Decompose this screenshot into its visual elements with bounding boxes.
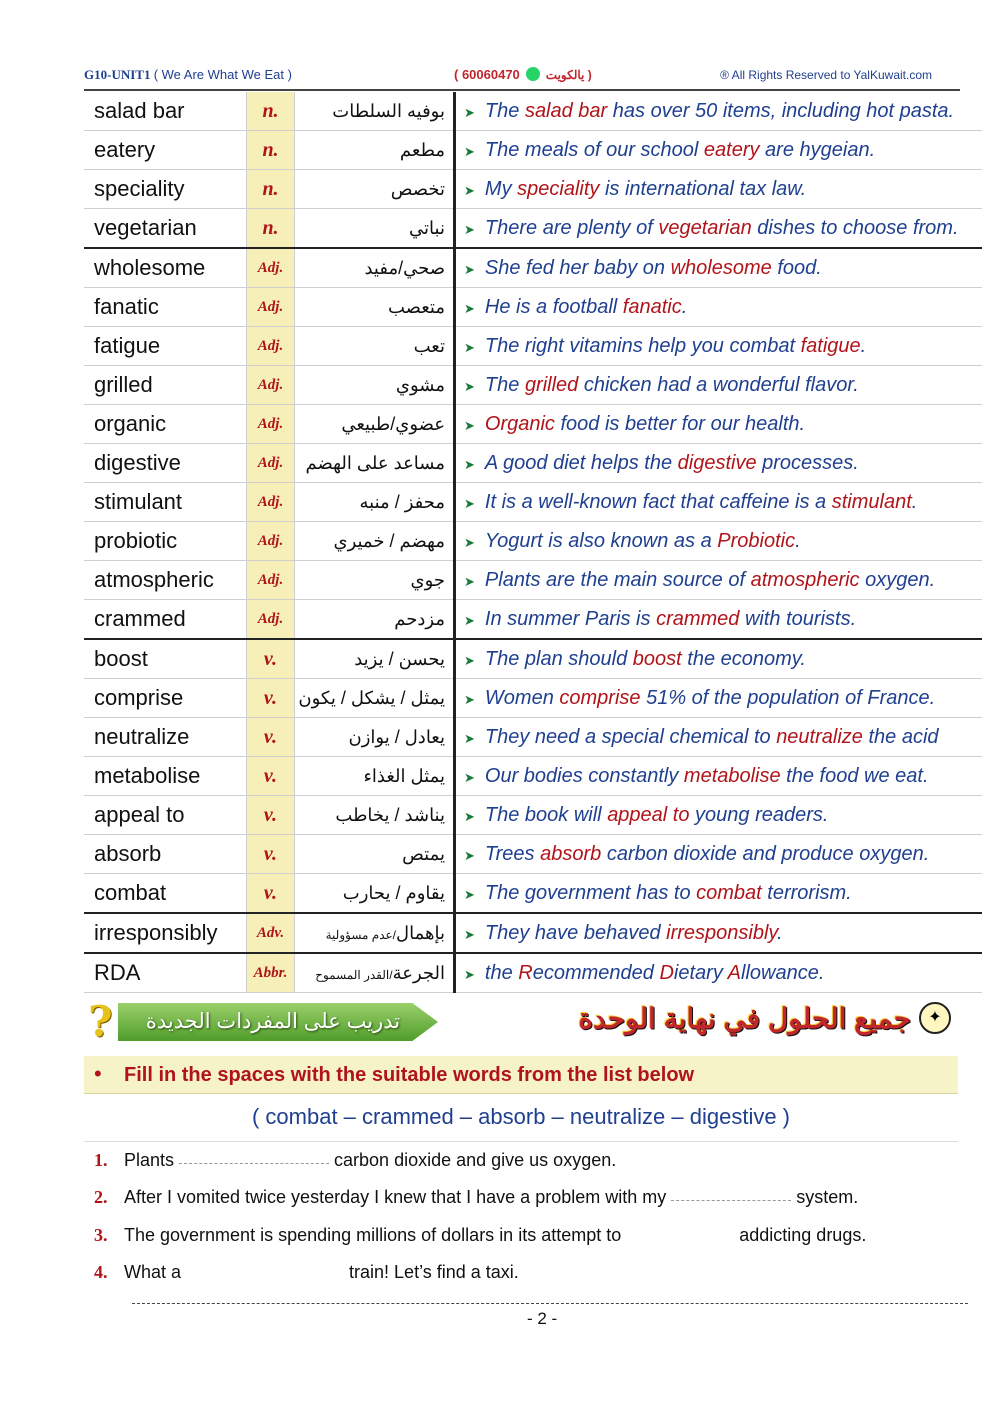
vocab-word: digestive bbox=[84, 444, 247, 483]
example-sentence: ➤ They need a special chemical to neutralize the acid bbox=[455, 718, 983, 757]
part-of-speech: v. bbox=[247, 639, 295, 679]
page-number: - 2 - bbox=[527, 1309, 558, 1328]
example-sentence: ➤ Trees absorb carbon dioxide and produce oxygen. bbox=[455, 835, 983, 874]
arabic-meaning: متعصب bbox=[295, 288, 455, 327]
arabic-meaning: يناشد / يخاطب bbox=[295, 796, 455, 835]
part-of-speech: Adj. bbox=[247, 444, 295, 483]
arabic-meaning: تعب bbox=[295, 327, 455, 366]
arrow-icon: ➤ bbox=[464, 534, 475, 550]
arrow-icon: ➤ bbox=[464, 104, 475, 120]
vocab-word: salad bar bbox=[84, 92, 247, 131]
vocab-word: combat bbox=[84, 874, 247, 914]
divider bbox=[84, 1141, 958, 1142]
arrow-icon: ➤ bbox=[464, 221, 475, 237]
answer-blank[interactable] bbox=[671, 1200, 791, 1201]
vocab-word: stimulant bbox=[84, 483, 247, 522]
vocab-word: atmospheric bbox=[84, 561, 247, 600]
part-of-speech: Abbr. bbox=[247, 953, 295, 993]
part-of-speech: v. bbox=[247, 757, 295, 796]
example-sentence: ➤ The grilled chicken had a wonderful flavor. bbox=[455, 366, 983, 405]
example-sentence: ➤ A good diet helps the digestive processes. bbox=[455, 444, 983, 483]
arrow-icon: ➤ bbox=[464, 143, 475, 159]
vocab-row bbox=[84, 718, 982, 757]
arrow-icon: ➤ bbox=[464, 691, 475, 707]
vocab-row bbox=[84, 757, 982, 796]
part-of-speech: Adv. bbox=[247, 913, 295, 953]
example-sentence: ➤ The meals of our school eatery are hygeian. bbox=[455, 131, 983, 170]
vocab-word: comprise bbox=[84, 679, 247, 718]
part-of-speech: v. bbox=[247, 679, 295, 718]
vocab-word: probiotic bbox=[84, 522, 247, 561]
arrow-icon: ➤ bbox=[464, 417, 475, 433]
lightbulb-icon: ✦ bbox=[919, 1002, 951, 1034]
arabic-meaning: بإهمال/عدم مسؤولية bbox=[295, 913, 455, 953]
arabic-meaning: عضوي/طبيعي bbox=[295, 405, 455, 444]
part-of-speech: v. bbox=[247, 718, 295, 757]
example-sentence: ➤ In summer Paris is crammed with tourists. bbox=[455, 600, 983, 640]
arabic-meaning: يمتص bbox=[295, 835, 455, 874]
part-of-speech: Adj. bbox=[247, 288, 295, 327]
example-sentence: ➤ They have behaved irresponsibly. bbox=[455, 913, 983, 953]
whatsapp-icon bbox=[526, 67, 540, 81]
arabic-meaning: مطعم bbox=[295, 131, 455, 170]
arabic-meaning: يقاوم / يحارب bbox=[295, 874, 455, 914]
vocab-word: grilled bbox=[84, 366, 247, 405]
question-2: 2. After I vomited twice yesterday I knew that I have a problem with my system. bbox=[94, 1187, 859, 1207]
example-sentence: ➤ There are plenty of vegetarian dishes to choose from. bbox=[455, 209, 983, 249]
part-of-speech: v. bbox=[247, 874, 295, 914]
bullet-icon: • bbox=[94, 1061, 102, 1086]
vocab-word: boost bbox=[84, 639, 247, 679]
example-sentence: ➤ The right vitamins help you combat fatigue. bbox=[455, 327, 983, 366]
question-mark-icon: ? bbox=[88, 997, 113, 1046]
vocab-row bbox=[84, 953, 982, 993]
vocab-row bbox=[84, 600, 982, 640]
practice-banner-text: تدريب على المفردات الجديدة bbox=[145, 1010, 401, 1033]
arabic-meaning: مشوي bbox=[295, 366, 455, 405]
example-sentence: ➤ The salad bar has over 50 items, including hot pasta. bbox=[455, 92, 983, 131]
arabic-meaning: مزدحم bbox=[295, 600, 455, 640]
example-sentence: ➤ Organic food is better for our health. bbox=[455, 405, 983, 444]
vocab-row bbox=[84, 679, 982, 718]
part-of-speech: Adj. bbox=[247, 483, 295, 522]
part-of-speech: Adj. bbox=[247, 327, 295, 366]
example-sentence: ➤ It is a well-known fact that caffeine is a stimulant. bbox=[455, 483, 983, 522]
part-of-speech: Adj. bbox=[247, 561, 295, 600]
arabic-meaning: يمثل الغذاء bbox=[295, 757, 455, 796]
arrow-icon: ➤ bbox=[464, 456, 475, 472]
vocab-word: appeal to bbox=[84, 796, 247, 835]
arabic-meaning: جوي bbox=[295, 561, 455, 600]
arabic-meaning: نباتي bbox=[295, 209, 455, 249]
part-of-speech: v. bbox=[247, 796, 295, 835]
arrow-icon: ➤ bbox=[464, 926, 475, 942]
arrow-icon: ➤ bbox=[464, 769, 475, 785]
example-sentence: ➤ He is a football fanatic. bbox=[455, 288, 983, 327]
arabic-meaning: مساعد على الهضم bbox=[295, 444, 455, 483]
vocab-word: crammed bbox=[84, 600, 247, 640]
vocab-word: vegetarian bbox=[84, 209, 247, 249]
example-sentence: ➤ She fed her baby on wholesome food. bbox=[455, 248, 983, 288]
vocab-word: organic bbox=[84, 405, 247, 444]
vocab-row bbox=[84, 444, 982, 483]
vocab-word: irresponsibly bbox=[84, 913, 247, 953]
page-header bbox=[84, 64, 960, 86]
arrow-icon: ➤ bbox=[464, 966, 475, 982]
arabic-meaning: يمثل / يشكل / يكون bbox=[295, 679, 455, 718]
vocab-word: wholesome bbox=[84, 248, 247, 288]
arrow-icon: ➤ bbox=[464, 378, 475, 394]
arrow-icon: ➤ bbox=[464, 652, 475, 668]
part-of-speech: Adj. bbox=[247, 600, 295, 640]
part-of-speech: Adj. bbox=[247, 366, 295, 405]
vocab-word: metabolise bbox=[84, 757, 247, 796]
vocab-row bbox=[84, 131, 982, 170]
part-of-speech: n. bbox=[247, 209, 295, 249]
vocab-row bbox=[84, 483, 982, 522]
unit-label: G10-UNIT1 ( We Are What We Eat ) bbox=[84, 67, 292, 82]
vocab-row bbox=[84, 522, 982, 561]
vocab-word: fatigue bbox=[84, 327, 247, 366]
vocab-row bbox=[84, 913, 982, 953]
vocab-word: absorb bbox=[84, 835, 247, 874]
arrow-icon: ➤ bbox=[464, 261, 475, 277]
arrow-icon: ➤ bbox=[464, 182, 475, 198]
vocab-row bbox=[84, 874, 982, 914]
example-sentence: ➤ the Recommended Dietary Allowance. bbox=[455, 953, 983, 993]
part-of-speech: Adj. bbox=[247, 405, 295, 444]
arabic-meaning: يحسن / يزيد bbox=[295, 639, 455, 679]
vocab-row bbox=[84, 92, 982, 131]
vocab-row bbox=[84, 288, 982, 327]
example-sentence: ➤ My speciality is international tax law. bbox=[455, 170, 983, 209]
practice-banner bbox=[88, 997, 458, 1045]
arrow-icon: ➤ bbox=[464, 573, 475, 589]
vocab-word: eatery bbox=[84, 131, 247, 170]
example-sentence: ➤ The book will appeal to young readers. bbox=[455, 796, 983, 835]
part-of-speech: n. bbox=[247, 170, 295, 209]
arabic-meaning: الجرعة/القدر المسموح bbox=[295, 953, 455, 993]
vocab-row bbox=[84, 639, 982, 679]
part-of-speech: v. bbox=[247, 835, 295, 874]
arabic-meaning: صحي/مفيد bbox=[295, 248, 455, 288]
arabic-meaning: يعادل / يوازن bbox=[295, 718, 455, 757]
part-of-speech: n. bbox=[247, 92, 295, 131]
example-sentence: ➤ The government has to combat terrorism. bbox=[455, 874, 983, 914]
rights-text: ® All Rights Reserved to YalKuwait.com bbox=[720, 68, 932, 82]
arrow-icon: ➤ bbox=[464, 339, 475, 355]
example-sentence: ➤ The plan should boost the economy. bbox=[455, 639, 983, 679]
solutions-banner-text: جميع الحلول في نهاية الوحدة bbox=[578, 1003, 911, 1034]
question-3: 3. The government is spending millions of dollars in its attempt to addicting drugs. bbox=[94, 1225, 867, 1245]
vocab-row bbox=[84, 248, 982, 288]
arabic-meaning: بوفيه السلطات bbox=[295, 92, 455, 131]
arrow-icon: ➤ bbox=[464, 495, 475, 511]
arabic-meaning: مهضم / خميري bbox=[295, 522, 455, 561]
arabic-meaning: تخصص bbox=[295, 170, 455, 209]
word-bank: ( combat – crammed – absorb – neutralize – digestive ) bbox=[251, 1104, 791, 1129]
arabic-meaning: محفز / منبه bbox=[295, 483, 455, 522]
part-of-speech: Adj. bbox=[247, 248, 295, 288]
example-sentence: ➤ Women comprise 51% of the population of France. bbox=[455, 679, 983, 718]
contact-phone: ( 60060470 يالكويت ) bbox=[454, 67, 592, 82]
vocab-row bbox=[84, 170, 982, 209]
vocab-word: neutralize bbox=[84, 718, 247, 757]
arrow-icon: ➤ bbox=[464, 808, 475, 824]
arrow-icon: ➤ bbox=[464, 730, 475, 746]
vocab-word: RDA bbox=[84, 953, 247, 993]
vocab-row bbox=[84, 366, 982, 405]
vocab-word: fanatic bbox=[84, 288, 247, 327]
arrow-icon: ➤ bbox=[464, 886, 475, 902]
vocab-word: speciality bbox=[84, 170, 247, 209]
part-of-speech: Adj. bbox=[247, 522, 295, 561]
footer-divider bbox=[132, 1303, 968, 1305]
vocabulary-table bbox=[84, 92, 982, 993]
answer-blank[interactable] bbox=[179, 1163, 329, 1164]
vocab-row bbox=[84, 405, 982, 444]
vocab-row bbox=[84, 327, 982, 366]
question-1: 1. Plants carbon dioxide and give us oxygen. bbox=[94, 1150, 617, 1170]
example-sentence: ➤ Yogurt is also known as a Probiotic. bbox=[455, 522, 983, 561]
example-sentence: ➤ Our bodies constantly metabolise the food we eat. bbox=[455, 757, 983, 796]
arrow-icon: ➤ bbox=[464, 847, 475, 863]
arrow-icon: ➤ bbox=[464, 612, 475, 628]
vocab-row bbox=[84, 796, 982, 835]
arrow-icon: ➤ bbox=[464, 300, 475, 316]
vocab-row bbox=[84, 835, 982, 874]
question-4: 4. What a train! Let’s find a taxi. bbox=[94, 1262, 519, 1282]
vocab-row bbox=[84, 209, 982, 249]
part-of-speech: n. bbox=[247, 131, 295, 170]
header-divider bbox=[84, 89, 960, 91]
solutions-banner bbox=[560, 998, 955, 1044]
example-sentence: ➤ Plants are the main source of atmospheric oxygen. bbox=[455, 561, 983, 600]
exercise-instruction: • Fill in the spaces with the suitable words from the list below bbox=[84, 1056, 958, 1094]
vocab-row bbox=[84, 561, 982, 600]
